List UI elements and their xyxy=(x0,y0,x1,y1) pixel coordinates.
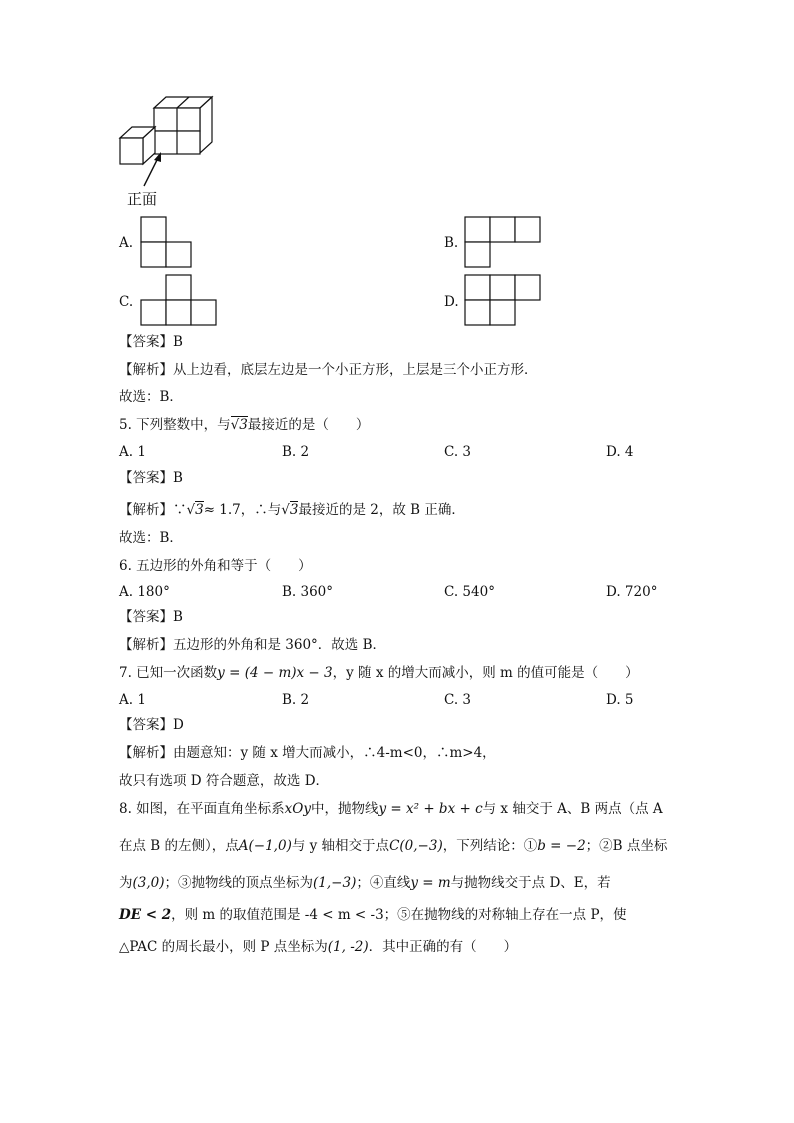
q8-b-eq: b = −2 xyxy=(537,838,586,854)
q5-stem-prefix: 5. 下列整数中，与 xyxy=(119,417,231,433)
option-d-figure xyxy=(464,274,544,326)
q8-line-5 xyxy=(119,938,517,956)
q8-line-3 xyxy=(119,874,611,892)
q5-choice: 故选：B． xyxy=(119,530,183,546)
q6-option-c: C. 540° xyxy=(444,584,495,600)
q8-parabola: y = x² + bx + c xyxy=(378,801,483,817)
q4-analysis: 【解析】从上边看，底层左边是一个小正方形，上层是三个小正方形． xyxy=(119,362,538,378)
q8-line5-prefix: △PAC 的周长最小，则 P 点坐标为 xyxy=(119,939,328,955)
q8-xoy: xOy xyxy=(284,801,311,817)
option-a-letter: A. xyxy=(119,235,134,251)
q6-option-d: D. 720° xyxy=(606,584,658,600)
q8-line2-suffix: ；②B 点坐标 xyxy=(585,838,668,854)
cube-stack-figure xyxy=(110,90,230,180)
q7-stem-suffix: ，y 随 x 的增大而减小，则 m 的值可能是（ ） xyxy=(332,665,639,681)
option-c-letter: C. xyxy=(119,294,134,310)
q7-option-b: B. 2 xyxy=(282,692,310,708)
sqrt-symbol: √3 xyxy=(230,417,248,433)
q8-de: DE < 2 xyxy=(119,907,172,923)
option-c-figure xyxy=(140,274,220,326)
q7-stem xyxy=(119,664,639,682)
q8-line5-suffix: ．其中正确的有（ ） xyxy=(368,939,518,955)
q8-line4-text: ，则 m 的取值范围是 -4 < m < -3；⑤在抛物线的对称轴上存在一点 P，使 xyxy=(171,907,627,923)
sqrt-symbol-2: √3 xyxy=(186,502,204,518)
option-b-letter: B. xyxy=(444,235,459,251)
q8-line3-mid: ；③抛物线的顶点坐标为 xyxy=(164,875,314,891)
q5-option-a: A. 1 xyxy=(119,444,146,460)
q5-answer: 【答案】B xyxy=(119,470,183,486)
q8-line-m: y = m xyxy=(410,875,451,891)
front-label: 正面 xyxy=(127,190,158,208)
q5-analysis-suffix: 最接近的是 2，故 B 正确． xyxy=(298,502,465,518)
q8-vertex: (1,−3) xyxy=(313,875,357,891)
q7-option-d: D. 5 xyxy=(606,692,634,708)
q8-line2-mid: 与 y 轴相交于点 xyxy=(291,838,390,854)
q6-answer: 【答案】B xyxy=(119,609,183,625)
q8-line2-prefix: 在点 B 的左侧），点 xyxy=(119,838,239,854)
q8-line3-suffix: 与抛物线交于点 D、E，若 xyxy=(450,875,611,891)
option-d-letter: D. xyxy=(444,294,459,310)
q7-option-a: A. 1 xyxy=(119,692,146,708)
q7-answer: 【答案】D xyxy=(119,717,184,733)
q6-option-b: B. 360° xyxy=(282,584,334,600)
q5-sqrt-radicand-2: 3 xyxy=(195,502,204,518)
sqrt-symbol-3: √3 xyxy=(281,502,299,518)
q8-point-c: C(0,−3) xyxy=(389,838,443,854)
q5-stem-suffix: 最接近的是（ ） xyxy=(247,417,370,433)
front-arrow xyxy=(140,150,170,190)
q7-formula: y = (4 − m)x − 3 xyxy=(217,665,333,681)
q5-analysis-mid: ≈ 1.7，∴与 xyxy=(203,502,282,518)
q6-option-a: A. 180° xyxy=(119,584,170,600)
q5-analysis-prefix: 【解析】∵ xyxy=(119,502,187,518)
q7-analysis: 【解析】由题意知：y 随 x 增大而减小，∴4-m<0，∴m>4， xyxy=(119,745,496,761)
q8-line-4 xyxy=(119,906,627,924)
option-a-figure xyxy=(140,216,194,268)
q8-line3-mid2: ；④直线 xyxy=(356,875,411,891)
q5-analysis xyxy=(119,501,465,519)
q8-point-p: (1, -2) xyxy=(327,939,369,955)
q7-option-c: C. 3 xyxy=(444,692,472,708)
q5-option-b: B. 2 xyxy=(282,444,310,460)
q8-point-b: (3,0) xyxy=(132,875,165,891)
q4-answer: 【答案】B xyxy=(119,334,183,350)
option-b-figure xyxy=(464,216,544,268)
q8-line1-prefix: 8. 如图，在平面直角坐标系 xyxy=(119,801,285,817)
q5-stem xyxy=(119,416,369,434)
q8-line2-mid2: ，下列结论：① xyxy=(442,838,538,854)
q6-stem: 6. 五边形的外角和等于（ ） xyxy=(119,558,312,574)
q8-point-a: A(−1,0) xyxy=(238,838,292,854)
q7-conclusion: 故只有选项 D 符合题意，故选 D． xyxy=(119,773,330,789)
q5-option-c: C. 3 xyxy=(444,444,472,460)
q5-sqrt-radicand-3: 3 xyxy=(289,502,299,518)
q6-analysis: 【解析】五边形的外角和是 360°．故选 B． xyxy=(119,637,387,653)
q8-line-2 xyxy=(119,837,667,855)
q8-line1-suffix: 与 x 轴交于 A、B 两点（点 A xyxy=(482,801,663,817)
q7-stem-prefix: 7. 已知一次函数 xyxy=(119,665,218,681)
q8-line1-mid: 中，抛物线 xyxy=(310,801,379,817)
q8-line-1 xyxy=(119,800,663,818)
q5-option-d: D. 4 xyxy=(606,444,634,460)
q5-sqrt-radicand: 3 xyxy=(239,417,248,433)
q4-choice: 故选：B． xyxy=(119,389,183,405)
q8-line3-prefix: 为 xyxy=(119,875,133,891)
